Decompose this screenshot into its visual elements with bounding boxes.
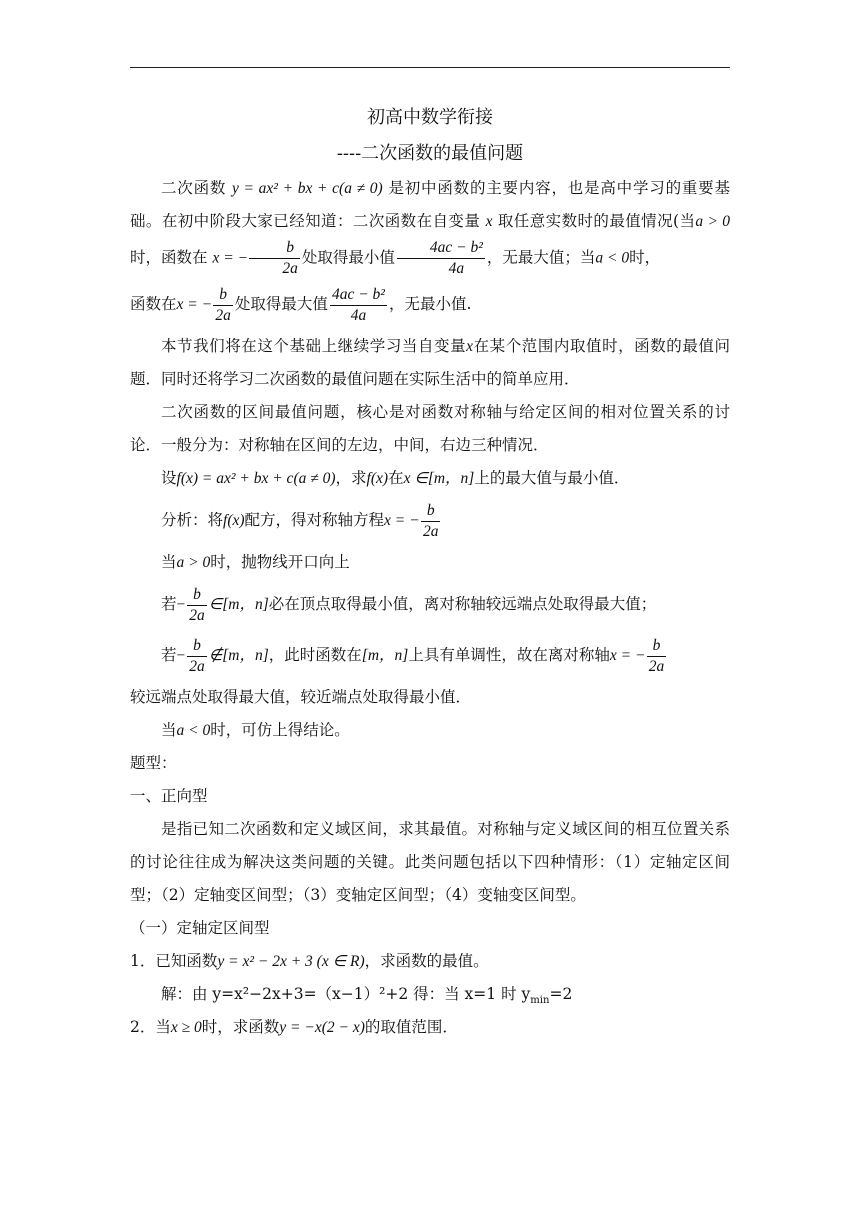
fraction: $\frac{b}{2a}$ xyxy=(189,636,205,675)
document-body xyxy=(130,100,730,1044)
formula: y = ax² + bx + c(a ≠ 0) xyxy=(231,180,383,197)
if-inside: 若− $\frac{b}{2a}$ ∈[m，n]必在顶点取得最小值，离对称轴较远端点处取得最大值； xyxy=(130,579,730,630)
subsection-heading: （一）定轴定区间型 xyxy=(130,919,270,938)
problem-1: 1．已知函数y = x² − 2x + 3 (x ∈ R)，求函数的最值。 xyxy=(130,952,489,971)
section-paragraph-2: 二次函数的区间最值问题，核心是对函数对称轴与给定区间的相对位置关系的讨论．一般分为：对称轴在区间的左边，中间，右边三种情况． xyxy=(130,403,730,455)
type-one-heading: 一、正向型 xyxy=(130,787,208,806)
solution-1: 解：由 y=x²−2x+3=（x−1）²+2 得：当 x=1 时 $y_{min}=2$ xyxy=(161,985,573,1007)
analysis-line: 分析：将f(x)配方，得对称轴方程x = − $\frac{b}{2a}$ xyxy=(130,495,730,546)
if-outside: 若− $\frac{b}{2a}$ ∉[m，n]，此时函数在[m，n]上具有单调性，故在离对称轴x = − $\frac{b}{2a}$ xyxy=(130,630,730,681)
fraction: $\frac{b}{2a}$ xyxy=(422,501,439,540)
header-rule xyxy=(130,67,730,68)
section-paragraph: 本节我们将在这个基础上继续学习当自变量x在某个范围内取值时，函数的最值问题．同时还将学习二次函数的最值问题在实际生活中的简单应用． xyxy=(130,337,730,389)
case-negative: 当a < 0时，可仿上得结论。 xyxy=(161,721,350,740)
fraction: $\frac{b}{2a}$ xyxy=(215,285,231,324)
page-subtitle: ----二次函数的最值问题 xyxy=(336,143,524,164)
type-one-description: 是指已知二次函数和定义域区间，求其最值。对称轴与定义域区间的相互位置关系的讨论往往成为解决这类问题的关键。此类问题包括以下四种情形：（1）定轴定区间型；（2）定轴变区间型；（3）变轴定区间型；（4）变轴变区间型。 xyxy=(130,820,730,905)
page-title: 初高中数学衔接 xyxy=(367,107,493,128)
fraction: $\frac{b}{2a}$ xyxy=(189,585,205,624)
fraction: $\frac{\text{4ac − b²}}{4a}$ xyxy=(331,285,385,324)
problem-2: 2．当x ≥ 0时，求函数y = −x(2 − x)的取值范围． xyxy=(130,1018,458,1037)
fraction: $\frac{\text{4ac − b²}}{4a}$ xyxy=(397,238,485,279)
if-outside-cont: 较远端点处取得最大值，较近端点处取得最小值． xyxy=(130,688,472,707)
fraction: $\frac{b}{2a}$ xyxy=(249,238,300,279)
intro-line-2: 函数在x = − $\frac{b}{2a}$ 处取得最大值 $\frac{\text{4ac − b²}}{4a}$ ，无最小值. xyxy=(130,279,730,330)
types-heading: 题型： xyxy=(130,754,177,773)
case-positive: 当a > 0时，抛物线开口向上 xyxy=(161,553,350,572)
setup-line: 设f(x) = ax² + bx + c(a ≠ 0)，求f(x)在x ∈[m，n]上的最大值与最小值． xyxy=(161,469,630,488)
fraction: $\frac{b}{2a}$ xyxy=(648,636,665,675)
intro-paragraph: 二次函数 y = ax² + bx + c(a ≠ 0) 是初中函数的主要内容，也是高中学习的重要基础。在初中阶段大家已经知道：二次函数在自变量 x 取任意实数时的最值情况(当a > 0时，函数在 x = − $\frac{b}{2a}$ 处取得最小值 $\frac{\text{4ac − b²}}{4a}$ ，无最大值；当a < 0时， xyxy=(130,172,730,279)
